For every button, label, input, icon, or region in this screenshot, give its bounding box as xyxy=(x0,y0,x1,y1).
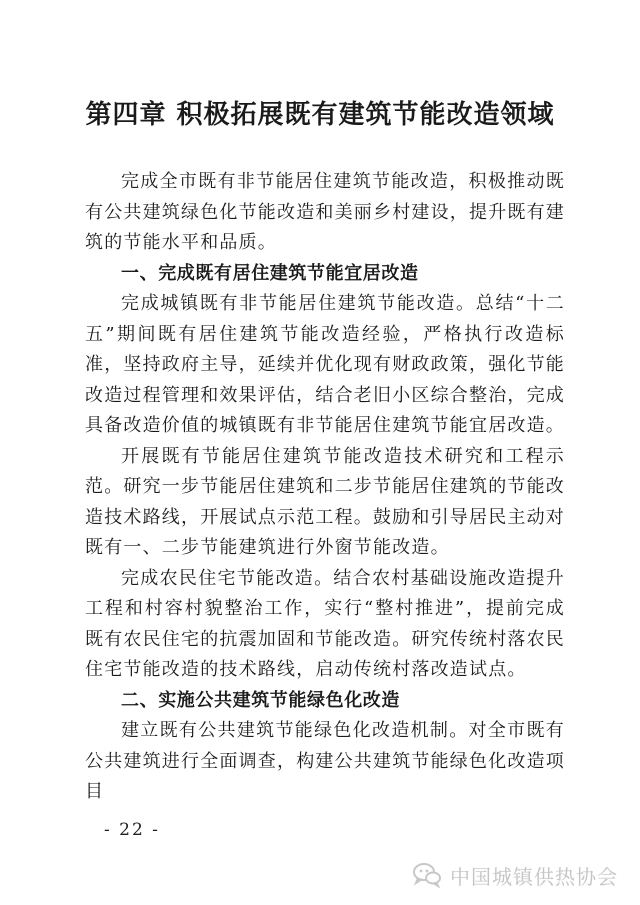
intro-paragraph: 完成全市既有非节能居住建筑节能改造，积极推动既有公共建筑绿色化节能改造和美丽乡村建设，提升既有建筑的节能水平和品质。 xyxy=(85,171,565,253)
wechat-icon xyxy=(412,862,442,888)
section-heading-1: 一、完成既有居住建筑节能宜居改造 xyxy=(121,262,419,284)
watermark-text: 中国城镇供热协会 xyxy=(450,864,618,889)
page-number: - 22 - xyxy=(104,820,160,840)
paragraph-rural-housing: 完成农民住宅节能改造。结合农村基础设施改造提升工程和村容村貌整治工作，实行“整村推进”，提前完成既有农民住宅的抗震加固和节能改造。研究传统村落农民住宅节能改造的技术路线，启动传统村落改造试点。 xyxy=(85,567,565,680)
paragraph-residential-retrofit: 完成城镇既有非节能居住建筑节能改造。总结“十二五”期间既有居住建筑节能改造经验，严格执行改造标准，坚持政府主导，延续并优化现有财政政策，强化节能改造过程管理和效果评估，结合老旧小区综合整治，完成具备改造价值的城镇既有非节能居住建筑节能宜居改造。 xyxy=(85,293,565,436)
watermark xyxy=(412,860,618,890)
section-heading-2: 二、实施公共建筑节能绿色化改造 xyxy=(121,689,400,711)
paragraph-public-buildings: 建立既有公共建筑节能绿色化改造机制。对全市既有公共建筑进行全面调查，构建公共建筑节能绿色化改造项目 xyxy=(85,720,565,802)
body-text xyxy=(85,167,565,808)
chapter-title: 第四章 积极拓展既有建筑节能改造领域 xyxy=(85,100,555,130)
paragraph-technical-research: 开展既有节能居住建筑节能改造技术研究和工程示范。研究一步节能居住建筑和二步节能居住建筑的节能改造技术路线，开展试点示范工程。鼓励和引导居民主动对既有一、二步节能建筑进行外窗节能改造。 xyxy=(85,445,565,558)
